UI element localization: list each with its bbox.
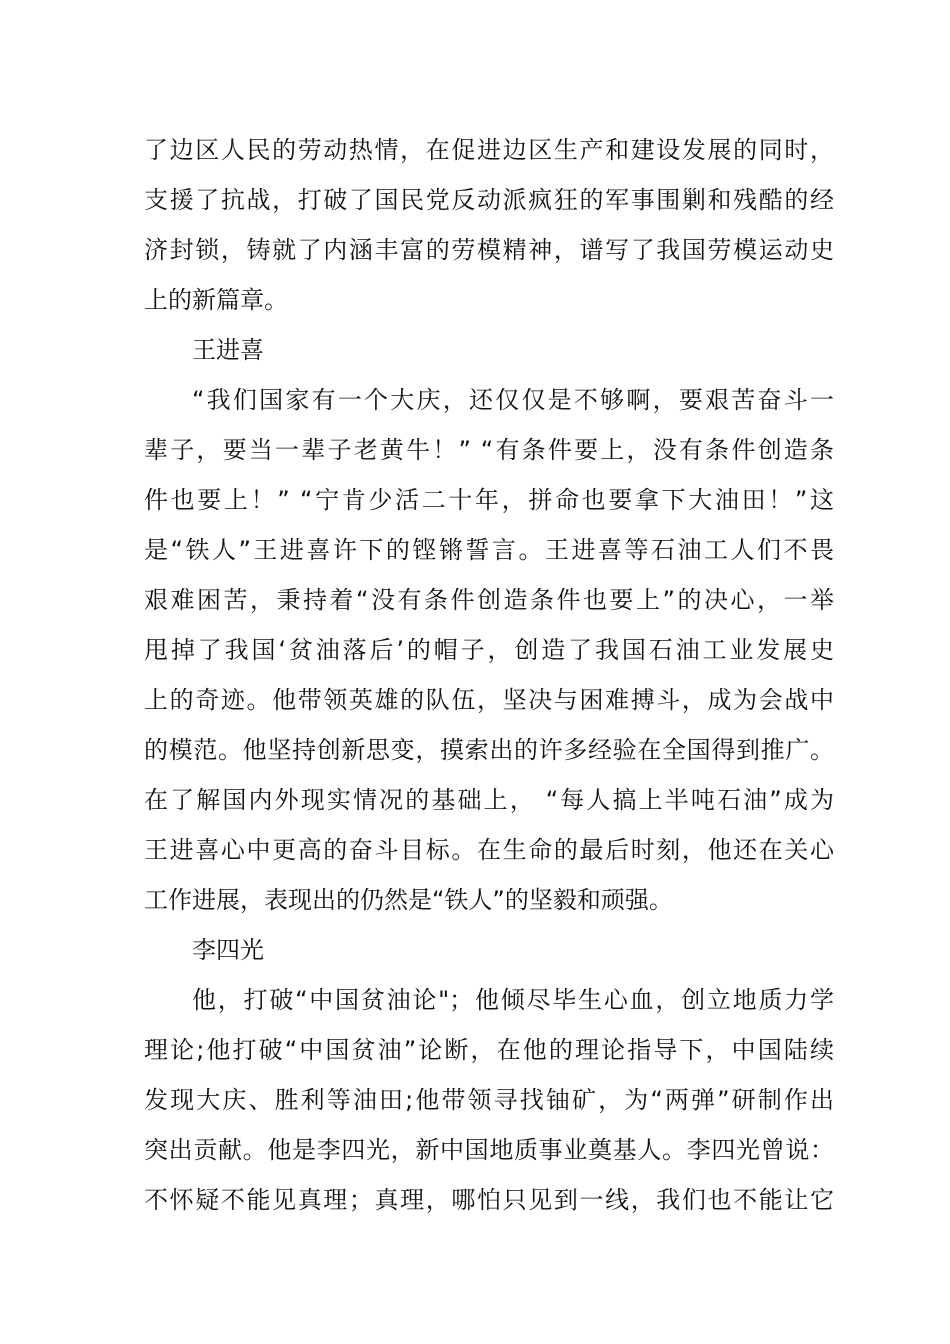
- section-heading-wang-jinxi: 王进喜: [192, 336, 264, 364]
- text-line: 在了解国内外现实情况的基础上， “每人搞上半吨石油”成为: [144, 786, 834, 814]
- text-line: 甩掉了我国‘贫油落后’的帽子，创造了我国石油工业发展史: [144, 636, 834, 664]
- text-line: 是“铁人”王进喜许下的铿锵誓言。王进喜等石油工人们不畏: [144, 536, 834, 564]
- text-line: 发现大庆、胜利等油田;他带领寻找铀矿，为“两弹”研制作出: [144, 1086, 834, 1114]
- section-heading-li-siguang: 李四光: [192, 936, 264, 964]
- text-line: 了边区人民的劳动热情，在促进边区生产和建设发展的同时，: [144, 136, 834, 164]
- text-line: 的模范。他坚持创新思变，摸索出的许多经验在全国得到推广。: [144, 736, 834, 764]
- text-line: 理论;他打破“中国贫油”论断，在他的理论指导下，中国陆续: [144, 1036, 834, 1064]
- text-line: 济封锁，铸就了内涵丰富的劳模精神，谱写了我国劳模运动史: [144, 236, 834, 264]
- text-line: 上的新篇章。: [144, 286, 288, 314]
- text-line: 工作进展，表现出的仍然是“铁人”的坚毅和顽强。: [144, 886, 673, 914]
- text-line: 突出贡献。他是李四光，新中国地质事业奠基人。李四光曾说：: [144, 1136, 834, 1164]
- text-line: 辈子，要当一辈子老黄牛！” “有条件要上，没有条件创造条: [144, 436, 834, 464]
- text-line: 他，打破“中国贫油论"；他倾尽毕生心血，创立地质力学: [192, 986, 834, 1014]
- text-line: 艰难困苦，秉持着“没有条件创造条件也要上”的决心，一举: [144, 586, 834, 614]
- text-line: 支援了抗战，打破了国民党反动派疯狂的军事围剿和残酷的经: [144, 186, 834, 214]
- text-line: 不怀疑不能见真理；真理，哪怕只见到一线，我们也不能让它: [144, 1186, 834, 1214]
- text-line: 王进喜心中更高的奋斗目标。在生命的最后时刻，他还在关心: [144, 836, 834, 864]
- text-line: 上的奇迹。他带领英雄的队伍，坚决与困难搏斗，成为会战中: [144, 686, 834, 714]
- text-line: “我们国家有一个大庆，还仅仅是不够啊，要艰苦奋斗一: [192, 386, 834, 414]
- text-line: 件也要上！” “宁肯少活二十年，拼命也要拿下大油田！”这: [144, 486, 834, 514]
